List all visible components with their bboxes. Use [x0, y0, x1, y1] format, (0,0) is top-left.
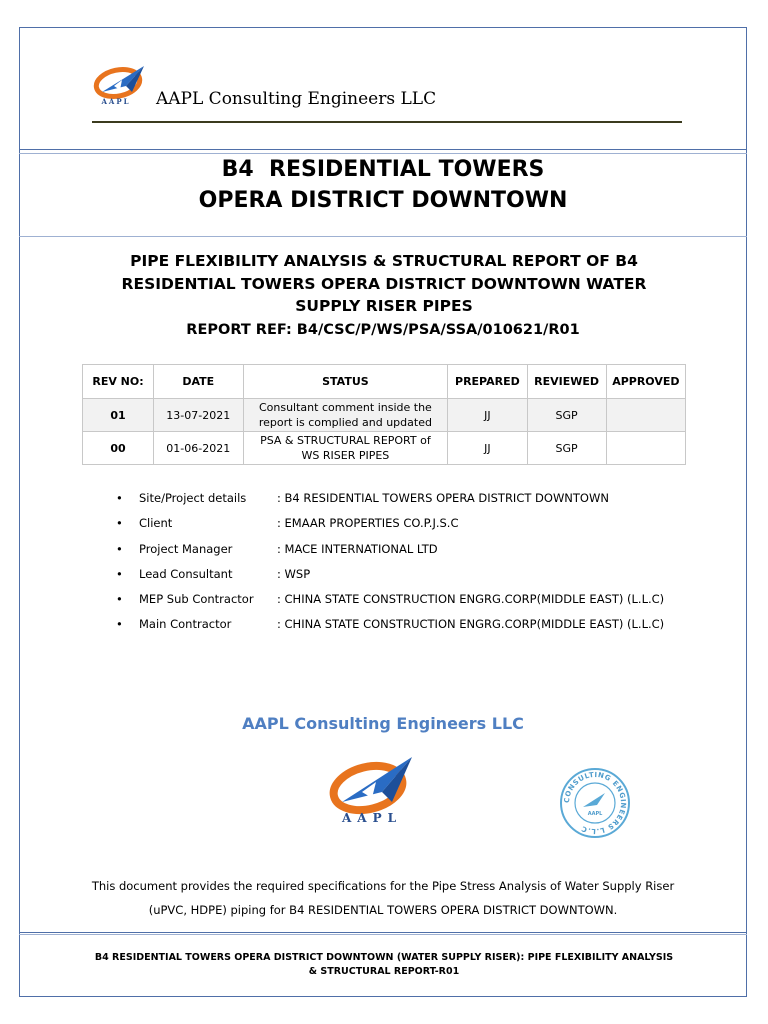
- cell-status-line-1: Consultant comment inside the: [258, 401, 432, 414]
- col-header-approved: APPROVED: [606, 365, 685, 399]
- header-rule: [92, 121, 682, 123]
- cell-date: 13-07-2021: [154, 399, 244, 432]
- detail-value: : MACE INTERNATIONAL LTD: [277, 541, 438, 556]
- detail-label: Main Contractor: [139, 617, 232, 632]
- report-subtitle-line-2: RESIDENTIAL TOWERS OPERA DISTRICT DOWNTOWN WATER: [121, 274, 647, 293]
- detail-label: Site/Project details: [139, 491, 247, 505]
- footer-text: [80, 951, 688, 979]
- cell-rev: 00: [83, 432, 154, 465]
- col-header-status: STATUS: [243, 365, 448, 399]
- col-header-prepared: PREPARED: [448, 365, 527, 399]
- aapl-logo-icon: [92, 62, 158, 106]
- cell-status-line-2: report is complied and updated: [258, 416, 432, 429]
- col-header-rev: REV NO:: [83, 365, 154, 399]
- bullet-icon: •: [116, 516, 123, 531]
- cell-date: 01-06-2021: [154, 432, 244, 465]
- header-logo-text: AAPL: [101, 97, 131, 106]
- report-subtitle-line-3: SUPPLY RISER PIPES: [295, 297, 473, 315]
- section-rule: [19, 236, 747, 237]
- stamp-center-text: AAPL: [587, 811, 603, 817]
- description-line-2: (uPVC, HDPE) piping for B4 RESIDENTIAL TOWERS OPERA DISTRICT DOWNTOWN.: [148, 903, 618, 917]
- cell-status: [243, 399, 448, 432]
- cell-rev: 01: [83, 399, 154, 432]
- table-row: [83, 399, 686, 432]
- main-logo-text: AAPL: [341, 811, 403, 825]
- cell-status-line-2: WS RISER PIPES: [301, 449, 390, 462]
- detail-value: : WSP: [277, 566, 311, 581]
- detail-value: : B4 RESIDENTIAL TOWERS OPERA DISTRICT DOWNTOWN: [277, 491, 609, 505]
- detail-value: : EMAAR PROPERTIES CO.P.J.S.C: [277, 516, 459, 531]
- cell-prepared: JJ: [448, 399, 527, 432]
- bullet-icon: •: [116, 491, 123, 505]
- title-line-2: OPERA DISTRICT DOWNTOWN: [198, 188, 568, 213]
- footer-line-2: & STRUCTURAL REPORT-R01: [308, 966, 460, 977]
- company-header-name: AAPL Consulting Engineers LLC: [156, 89, 437, 109]
- description-line-1: This document provides the required specifications for the Pipe Stress Analysis of Water Supply Riser: [91, 879, 675, 893]
- report-subtitle: [90, 250, 678, 318]
- cell-reviewed: SGP: [527, 399, 606, 432]
- detail-label: Client: [139, 516, 173, 531]
- footer-rule: [19, 932, 747, 935]
- company-stamp-icon: [559, 767, 631, 839]
- revision-table: [82, 364, 686, 465]
- detail-value: : CHINA STATE CONSTRUCTION ENGRG.CORP(MIDDLE EAST) (L.L.C): [277, 617, 665, 632]
- detail-value: : CHINA STATE CONSTRUCTION ENGRG.CORP(MIDDLE EAST) (L.L.C): [277, 592, 665, 607]
- report-reference: REPORT REF: B4/CSC/P/WS/PSA/SSA/010621/R01: [186, 322, 580, 338]
- title-block: [19, 154, 747, 216]
- title-line-1: B4 RESIDENTIAL TOWERS: [221, 157, 545, 182]
- document-description: [60, 874, 706, 922]
- cell-reviewed: SGP: [527, 432, 606, 465]
- detail-label: Lead Consultant: [139, 566, 233, 581]
- bullet-icon: •: [116, 592, 123, 607]
- detail-label: MEP Sub Contractor: [139, 592, 254, 607]
- aapl-logo-icon: [324, 752, 430, 826]
- bullet-icon: •: [116, 566, 123, 581]
- cell-prepared: JJ: [448, 432, 527, 465]
- cell-approved: [606, 399, 685, 432]
- cell-approved: [606, 432, 685, 465]
- company-name: AAPL Consulting Engineers LLC: [242, 714, 524, 733]
- report-subtitle-line-1: PIPE FLEXIBILITY ANALYSIS & STRUCTURAL REPORT OF B4: [130, 252, 638, 270]
- footer-line-1: B4 RESIDENTIAL TOWERS OPERA DISTRICT DOWNTOWN (WATER SUPPLY RISER): PIPE FLEXIBILITY ANALYSIS: [94, 952, 674, 963]
- col-header-reviewed: REVIEWED: [527, 365, 606, 399]
- cell-status-line-1: PSA & STRUCTURAL REPORT of: [260, 434, 431, 447]
- bullet-icon: •: [116, 617, 123, 632]
- col-header-date: DATE: [154, 365, 244, 399]
- stamp-ring-text: CONSULTING ENGINEERS L.L.C: [562, 770, 628, 836]
- detail-label: Project Manager: [139, 541, 233, 556]
- table-row: [83, 432, 686, 465]
- cell-status: [243, 432, 448, 465]
- revision-table-header: [83, 365, 686, 399]
- bullet-icon: •: [116, 541, 123, 556]
